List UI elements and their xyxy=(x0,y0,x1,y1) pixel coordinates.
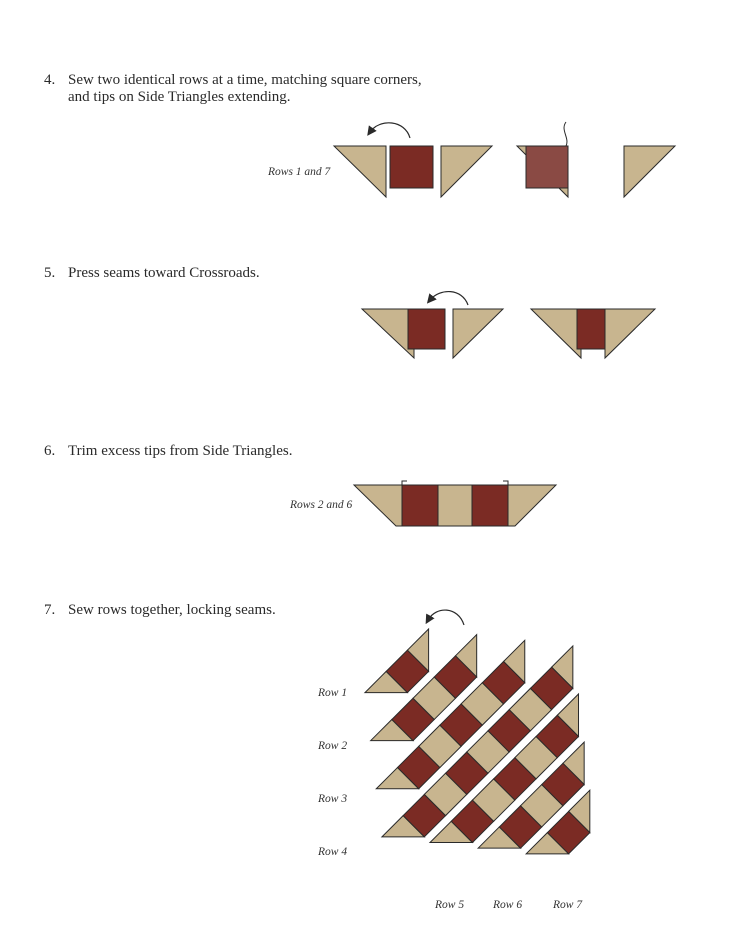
crossroads-square xyxy=(472,485,508,526)
row-3-label: Row 3 xyxy=(318,793,348,805)
rows-1-and-7-label: Rows 1 and 7 xyxy=(268,166,331,178)
step-7-line-1: Sew rows together, locking seams. xyxy=(68,602,276,618)
seam-tab xyxy=(402,481,407,485)
press-arrow-icon xyxy=(430,292,468,305)
step-6-diagram xyxy=(354,481,556,526)
thread-line-icon xyxy=(564,122,567,146)
step-6-number: 6. xyxy=(44,443,56,459)
crossroads-square xyxy=(390,146,433,188)
row-4-label: Row 4 xyxy=(318,846,348,858)
side-triangle-right xyxy=(605,309,655,358)
step-7-number: 7. xyxy=(44,602,56,618)
side-triangle-left xyxy=(334,146,386,197)
rows-2-and-6-label: Rows 2 and 6 xyxy=(290,499,353,511)
step-5-line-1: Press seams toward Crossroads. xyxy=(68,265,260,281)
row-5-label: Row 5 xyxy=(435,899,465,911)
row-7-label: Row 7 xyxy=(553,899,583,911)
crossroads-square xyxy=(577,309,609,349)
flip-arrow-icon xyxy=(428,610,464,625)
step-4-diagram xyxy=(334,122,675,197)
step-6-line-1: Trim excess tips from Side Triangles. xyxy=(68,443,293,459)
step-5-number: 5. xyxy=(44,265,56,281)
row-2-label: Row 2 xyxy=(318,740,348,752)
crossroads-square xyxy=(402,485,438,526)
flip-arrow-icon xyxy=(370,123,410,138)
crossroads-square-flipped xyxy=(526,146,568,188)
side-triangle-left xyxy=(362,309,414,358)
side-triangle-far-right xyxy=(624,146,675,197)
step-5-diagram xyxy=(362,292,655,358)
step-7-diagram xyxy=(301,565,674,937)
row-1-label: Row 1 xyxy=(318,687,348,699)
step-4-line-1: Sew two identical rows at a time, matching square corners, xyxy=(68,72,422,88)
step-4-line-2: and tips on Side Triangles extending. xyxy=(68,89,291,105)
trimmed-row-outline xyxy=(354,485,556,526)
step-4-number: 4. xyxy=(44,72,56,88)
crossroads-square xyxy=(408,309,445,349)
side-triangle-right xyxy=(453,309,503,358)
side-triangle-right xyxy=(441,146,492,197)
row-6-label: Row 6 xyxy=(493,899,523,911)
seam-tab xyxy=(503,481,508,485)
side-triangle-left xyxy=(531,309,581,358)
